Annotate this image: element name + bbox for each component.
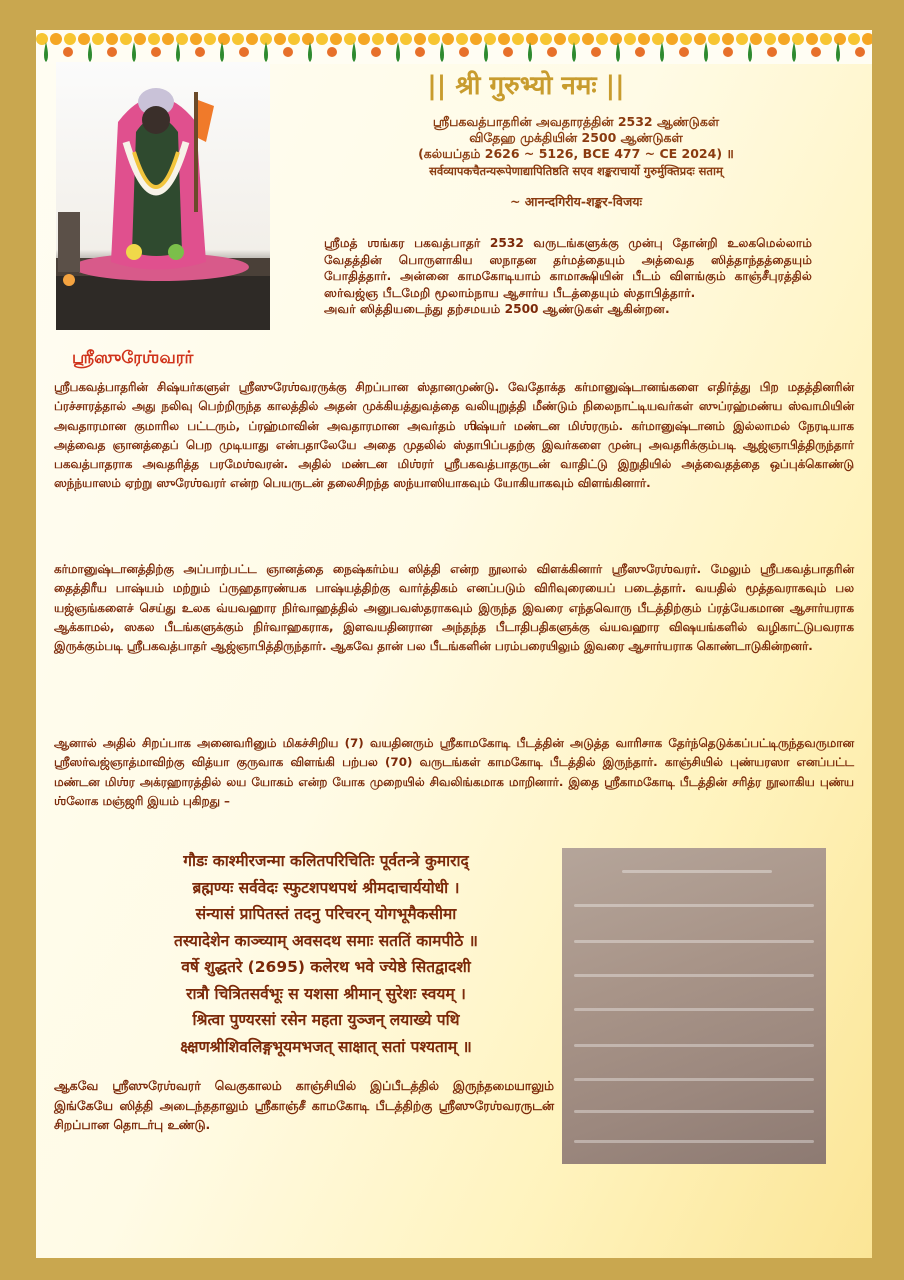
verse-line: ब्रह्मण्यः सर्ववेदः स्फुटशपथपथं श्रीमदाचार्ययोधी । bbox=[192, 878, 460, 897]
page-title: || श्री गुरुभ्यो नमः || bbox=[427, 71, 625, 101]
section-title: ஸ்ரீஸுரேஶ்வரர் bbox=[72, 348, 194, 368]
verse-line: गौडः काश्मीरजन्मा कलितपरिचितिः पूर्वतन्त्रे कुमाराद् bbox=[183, 852, 469, 870]
intro-paragraph-1: ஸ்ரீமத் ஶங்கர பகவத்பாதர் 2532 வருடங்களுக்கு முன்பு தோன்றி உலகமெல்லாம் வேதத்தின் பொருளாகிய ஸநாதன தர்மத்தையும் அத்வைத ஸித்தாந்தத்தையும் போதித்தார். அன்னை காமகோடியாம் காமாக்ஷியின் பீடம் விளங்கும் காஞ்சீபுரத்தில் ஸர்வஜ்ஞ பீடமேறி மூலாம்நாய ஆசார்ய பீடத்தையும் ஸ்தாபித்தார். bbox=[324, 236, 812, 300]
header-line-2: விதேஹ முக்தியின் 2500 ஆண்டுகள் bbox=[469, 130, 683, 145]
verse-line: तस्यादेशेन काञ्च्याम् अवसदथ समाः सततिं कामपीठे ॥ bbox=[174, 931, 478, 950]
deity-figure-icon bbox=[56, 62, 270, 330]
header-line-1: ஸ்ரீபகவத்பாதரின் அவதாரத்தின் 2532 ஆண்டுகள் bbox=[432, 114, 720, 129]
header-line-4: सर्वव्यापकचैतन्यरूपेणाद्यापितिष्ठति सएव शङ्कराचार्यो गुरुर्मुक्तिप्रदः सताम् bbox=[429, 164, 723, 178]
inscription-line bbox=[574, 1140, 814, 1143]
intro-block bbox=[324, 235, 812, 318]
sanskrit-verse bbox=[116, 848, 536, 1060]
closing-paragraph: ஆகவே ஸ்ரீஸுரேஶ்வரர் வெகுகாலம் காஞ்சியில் இப்பீடத்தில் இருந்தமையாலும் இங்கேயே ஸித்தி அடைந்ததாலும் ஸ்ரீகாஞ்சீ காமகோடி பீடத்திற்கு ஸ்ரீஸுரேஶ்வரருடன் சிறப்பான தொடர்பு உண்டு. bbox=[54, 1078, 554, 1132]
body-paragraph-3 bbox=[54, 734, 854, 811]
body-paragraph-1 bbox=[54, 378, 854, 494]
stone-inscription-image bbox=[562, 848, 826, 1164]
marigold-garland-icon bbox=[36, 30, 872, 64]
inscription-line bbox=[574, 974, 814, 977]
body-text-1: ஸ்ரீபகவத்பாதரின் சிஷ்யர்களுள் ஸ்ரீஸுரேஶ்வரருக்கு சிறப்பான ஸ்தானமுண்டு. வேதோக்த கர்மானுஷ்டானங்களை எதிர்த்து பிற மதத்தினரின் ப்ரச்சாரத்தால் அது நலிவு பெற்றிருந்த காலத்தில் அதன் முக்கியத்துவத்தை வலியுறுத்தி மீண்டும் நிலைநாட்டியவர்கள் ஸுப்ரஹ்மண்ய ஸ்வாமியின் அவதாரமான குமாரில பட்டரும், ப்ரஹ்மாவின் அவதாரமான அவர்தம் ஶிஷ்யர் மண்டன மிஶ்ரரும். கர்மானுஷ்டானம் இல்லாமல் நேரடியாக அத்வைத ஞானத்தைப் பெற முடியாது என்பதாலேயே அதை முதலில் ஸ்தாபிப்பதற்கு இவர்களை முன்பு அவதரிக்கும்படி ஆஜ்ஞாபித்திருந்தார் பகவத்பாதராக அவதரித்த பரமேஶ்வரன். அதில் மண்டன மிஶ்ரர் ஸ்ரீபகவத்பாதருடன் வாதிட்டு இறுதியில் அத்வைதத்தை ஒப்புக்கொண்டு ஸந்ந்யாஸம் ஏற்று ஸுரேஶ்வரர் என்ற பெயருடன் தலைசிறந்த ஸந்யாஸியாகவும் யோகியாகவும் விளங்கினார். bbox=[54, 380, 854, 491]
header-line-5: ~ आनन्दगिरीय-शङ्कर-विजयः bbox=[509, 194, 643, 209]
inscription-line bbox=[574, 940, 814, 943]
verse-line: श्रित्वा पुण्यरसां रसेन महता युञ्जन् लयाख्ये पथि bbox=[192, 1011, 460, 1029]
inscription-line bbox=[574, 1044, 814, 1047]
inscription-line bbox=[574, 1110, 814, 1113]
poster bbox=[36, 30, 872, 1258]
deity-photo bbox=[56, 62, 270, 330]
body-text-2: கர்மானுஷ்டானத்திற்கு அப்பாற்பட்ட ஞானத்தை நைஷ்கர்ம்ய ஸித்தி என்ற நூலால் விளக்கினார் ஸ்ரீஸுரேஶ்வரர். மேலும் ஸ்ரீபகவத்பாதரின் தைத்திரீய பாஷ்யம் மற்றும் ப்ருஹதாரண்யக பாஷ்யத்திற்கு வார்த்திகம் எனப்படும் விரிவுரையைப் படைத்தார். வயதில் மூத்தவராகவும் பல யஜ்ஞங்களைச் செய்து உலக வ்யவஹார நிர்வாஹத்தில் அனுபவஸ்தராகவும் இருந்த இவரை எந்தவொரு பீடத்திற்கும் ப்ரத்யேகமான ஆசார்யராக ஆக்காமல், ஸகல பீடங்களுக்கும் நிர்வாஹகராக, இளவயதினரான அந்தந்த பீடாதிபதிகளுக்கு வ்யவஹார விஷயங்களில் வழிகாட்டுபவராக இருக்கும்படி ஸ்ரீபகவத்பாதர் ஆஜ்ஞாபித்திருந்தார். ஆகவே தான் பல பீடங்களின் பரம்பரையிலும் இவரை ஆசார்யராக கொண்டாடுகின்றனர். bbox=[54, 562, 854, 654]
verse-line: रात्रौ चित्रितसर्वभूः स यशसा श्रीमान् सुरेशः स्वयम् । bbox=[186, 984, 466, 1003]
body-paragraph-2 bbox=[54, 560, 854, 656]
verse-line: क्ष्क्षणश्रीशिवलिङ्गभूयमभजत् साक्षात् सतां पश्यताम् ॥ bbox=[180, 1037, 472, 1056]
verse-line: संन्यासं प्रापितस्तं तदनु परिचरन् योगभूमैकसीमा bbox=[195, 905, 457, 923]
inscription-line bbox=[574, 1078, 814, 1081]
inscription-line bbox=[574, 904, 814, 907]
body-text-3: ஆனால் அதில் சிறப்பாக அனைவரினும் மிகச்சிறிய (7) வயதினரும் ஸ்ரீகாமகோடி பீடத்தின் அடுத்த வாரிசாக தேர்ந்தெடுக்கப்பட்டிருந்தவருமான ஸ்ரீஸர்வஜ்ஞாத்மாவிற்கு வித்யா குருவாக விளங்கி பற்பல (70) வருடங்கள் காமகோடி பீடத்தில் இருந்தார். காஞ்சியில் புண்யரஸா எனப்பட்ட மண்டன மிஶ்ர அக்ரஹாரத்தில் லய யோகம் என்ற யோக முறையில் சிவலிங்கமாக மாறினார். இதை ஸ்ரீகாமகோடி பீடத்தின் சரித்ர நூலாகிய புண்ய ஶ்லோக மஞ்ஜரி இயம் புகிறது – bbox=[54, 736, 854, 808]
intro-paragraph-2: அவர் ஸித்தியடைந்து தற்சமயம் 2500 ஆண்டுகள் ஆகின்றன. bbox=[324, 302, 670, 317]
inscription-line bbox=[622, 870, 772, 873]
inscription-line bbox=[574, 1008, 814, 1011]
verse-line: वर्षे शुद्धतरे (2695) कलेरथ भवे ज्येष्ठे सितद्वादशी bbox=[181, 958, 471, 976]
header-line-3: (கல்யப்தம் 2626 ~ 5126, BCE 477 ~ CE 2024) ॥ bbox=[418, 146, 734, 161]
